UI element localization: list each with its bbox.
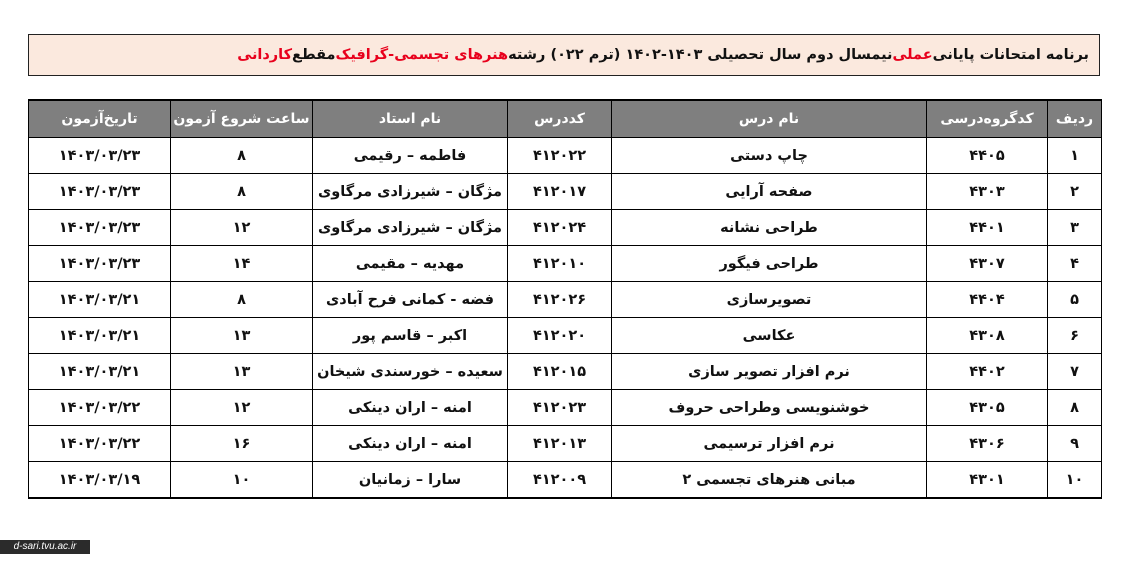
title-part-4: هنرهای تجسمی-گرافیک <box>335 47 509 63</box>
course-code-cell: ۴۱۲۰۲۴ <box>508 210 612 246</box>
course-name-cell: نرم افزار تصویر سازی <box>612 354 927 390</box>
row-number-cell: ۹ <box>1048 426 1102 462</box>
row-number-cell: ۱ <box>1048 138 1102 174</box>
exam-date-cell: ۱۴۰۳/۰۳/۲۱ <box>29 318 171 354</box>
course-name-cell: طراحی نشانه <box>612 210 927 246</box>
header-exam-date: تاریخ‌آزمون <box>29 100 171 138</box>
header-exam-start-time: ساعت شروع آزمون <box>171 100 313 138</box>
course-name-cell: نرم افزار ترسیمی <box>612 426 927 462</box>
exam-date-cell: ۱۴۰۳/۰۳/۱۹ <box>29 462 171 499</box>
header-row <box>29 100 1102 138</box>
site-watermark: d-sari.tvu.ac.ir <box>0 540 90 554</box>
course-code-cell: ۴۱۲۰۱۵ <box>508 354 612 390</box>
exam-date-cell: ۱۴۰۳/۰۳/۲۱ <box>29 354 171 390</box>
instructor-name-cell: سارا – زمانیان <box>313 462 508 499</box>
row-number-cell: ۷ <box>1048 354 1102 390</box>
exam-date-cell: ۱۴۰۳/۰۳/۲۳ <box>29 210 171 246</box>
table-row <box>29 210 1102 246</box>
course-code-cell: ۴۱۲۰۰۹ <box>508 462 612 499</box>
header-course-group-code: کدگروه‌درسی <box>927 100 1048 138</box>
exam-schedule-table <box>28 99 1102 499</box>
course-name-cell: خوشنویسی وطراحی حروف <box>612 390 927 426</box>
exam-start-time-cell: ۱۰ <box>171 462 313 499</box>
instructor-name-cell: اکبر – قاسم پور <box>313 318 508 354</box>
row-number-cell: ۵ <box>1048 282 1102 318</box>
course-code-cell: ۴۱۲۰۲۶ <box>508 282 612 318</box>
instructor-name-cell: سعیده – خورسندی شیخان <box>313 354 508 390</box>
table-row <box>29 282 1102 318</box>
exam-start-time-cell: ۸ <box>171 282 313 318</box>
instructor-name-cell: امنه – اران دینکی <box>313 390 508 426</box>
table-row <box>29 462 1102 499</box>
row-number-cell: ۱۰ <box>1048 462 1102 499</box>
title-part-6: کاردانی <box>237 47 293 63</box>
title-part-2: عملی <box>892 47 933 63</box>
course-code-cell: ۴۱۲۰۲۲ <box>508 138 612 174</box>
page-title <box>28 34 1100 76</box>
row-number-cell: ۶ <box>1048 318 1102 354</box>
row-number-cell: ۴ <box>1048 246 1102 282</box>
course-name-cell: طراحی فیگور <box>612 246 927 282</box>
exam-start-time-cell: ۱۳ <box>171 318 313 354</box>
instructor-name-cell: مژگان – شیرزادی مرگاوی <box>313 174 508 210</box>
course-code-cell: ۴۱۲۰۲۳ <box>508 390 612 426</box>
course-name-cell: مبانی هنرهای تجسمی ۲ <box>612 462 927 499</box>
course-group-code-cell: ۴۳۰۸ <box>927 318 1048 354</box>
course-name-cell: چاپ دستی <box>612 138 927 174</box>
header-course-name: نام درس <box>612 100 927 138</box>
course-code-cell: ۴۱۲۰۲۰ <box>508 318 612 354</box>
table-row <box>29 138 1102 174</box>
exam-date-cell: ۱۴۰۳/۰۳/۲۳ <box>29 174 171 210</box>
course-name-cell: عکاسی <box>612 318 927 354</box>
exam-date-cell: ۱۴۰۳/۰۳/۲۳ <box>29 138 171 174</box>
exam-start-time-cell: ۱۴ <box>171 246 313 282</box>
instructor-name-cell: مژگان – شیرزادی مرگاوی <box>313 210 508 246</box>
exam-date-cell: ۱۴۰۳/۰۳/۲۲ <box>29 390 171 426</box>
exam-date-cell: ۱۴۰۳/۰۳/۲۳ <box>29 246 171 282</box>
course-group-code-cell: ۴۳۰۷ <box>927 246 1048 282</box>
course-group-code-cell: ۴۳۰۶ <box>927 426 1048 462</box>
instructor-name-cell: فضه - کمانی فرح آبادی <box>313 282 508 318</box>
row-number-cell: ۲ <box>1048 174 1102 210</box>
course-group-code-cell: ۴۴۰۴ <box>927 282 1048 318</box>
exam-start-time-cell: ۱۲ <box>171 210 313 246</box>
title-part-5: مقطع <box>292 47 336 63</box>
title-part-1: برنامه امتحانات پایانی <box>932 47 1089 63</box>
exam-date-cell: ۱۴۰۳/۰۳/۲۲ <box>29 426 171 462</box>
table-row <box>29 354 1102 390</box>
course-code-cell: ۴۱۲۰۱۰ <box>508 246 612 282</box>
table-row <box>29 174 1102 210</box>
table-row <box>29 318 1102 354</box>
exam-start-time-cell: ۱۲ <box>171 390 313 426</box>
course-group-code-cell: ۴۴۰۵ <box>927 138 1048 174</box>
table-row <box>29 426 1102 462</box>
exam-date-cell: ۱۴۰۳/۰۳/۲۱ <box>29 282 171 318</box>
header-row-number: ردیف <box>1048 100 1102 138</box>
header-course-code: کددرس <box>508 100 612 138</box>
table-row <box>29 390 1102 426</box>
course-code-cell: ۴۱۲۰۱۷ <box>508 174 612 210</box>
course-group-code-cell: ۴۴۰۲ <box>927 354 1048 390</box>
instructor-name-cell: فاطمه – رقیمی <box>313 138 508 174</box>
course-name-cell: تصویرسازی <box>612 282 927 318</box>
row-number-cell: ۳ <box>1048 210 1102 246</box>
exam-start-time-cell: ۱۳ <box>171 354 313 390</box>
course-code-cell: ۴۱۲۰۱۳ <box>508 426 612 462</box>
course-group-code-cell: ۴۴۰۱ <box>927 210 1048 246</box>
course-name-cell: صفحه آرایی <box>612 174 927 210</box>
instructor-name-cell: مهدیه – مقیمی <box>313 246 508 282</box>
exam-start-time-cell: ۱۶ <box>171 426 313 462</box>
course-group-code-cell: ۴۳۰۵ <box>927 390 1048 426</box>
header-instructor-name: نام استاد <box>313 100 508 138</box>
course-group-code-cell: ۴۳۰۳ <box>927 174 1048 210</box>
exam-start-time-cell: ۸ <box>171 138 313 174</box>
table-row <box>29 246 1102 282</box>
exam-start-time-cell: ۸ <box>171 174 313 210</box>
instructor-name-cell: امنه – اران دینکی <box>313 426 508 462</box>
row-number-cell: ۸ <box>1048 390 1102 426</box>
course-group-code-cell: ۴۳۰۱ <box>927 462 1048 499</box>
title-part-3: نیمسال دوم سال تحصیلی ۱۴۰۳-۱۴۰۲ (ترم ۰۲۲) رشته <box>508 47 893 63</box>
